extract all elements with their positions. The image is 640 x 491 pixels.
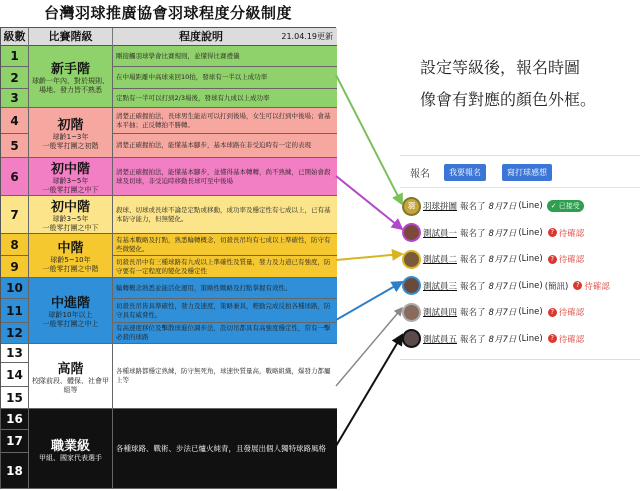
level-number-11: 11 [1,299,29,323]
arrow-blue [336,282,402,320]
level-number-12: 12 [1,323,29,344]
level-number-15: 15 [1,387,29,409]
level-description-3: 定點有一半可以打到2/3場後，發球有九成以上成功率 [113,89,337,108]
tier-8 [29,409,113,489]
registered-text: 報名了 [460,334,486,345]
level-number-2: 2 [1,67,29,89]
tier-subtitle: 甲組、國家代表選手 [39,453,102,462]
signup-button[interactable]: 我要報名 [444,164,486,181]
level-number-14: 14 [1,363,29,387]
registration-date: 8月7日 [488,202,517,212]
avatar[interactable]: 羽 [404,199,419,214]
registrant-row [404,302,640,322]
avatar[interactable] [404,225,419,240]
registration-channel: (Line) [518,307,543,317]
tier-1 [29,46,113,108]
header-update-date: 21.04.19更新 [281,32,333,41]
tier-subtitle: 球齡1~3年 一般零打團之初階 [42,133,99,150]
level-number-3: 3 [1,89,29,108]
level-number-7: 7 [1,196,29,234]
level-description-14: 各種球路、戰術、步法已爐火純青，且發展出個人獨特球路風格 [113,409,337,489]
pending-icon: ? [548,255,557,264]
pending-status: 待確認 [558,255,585,265]
level-number-4: 4 [1,108,29,134]
tier-subtitle: 球齡3~5年 一般零打團之中下 [42,177,99,194]
registration-channel: (Line) [518,201,543,211]
level-description-9: 切殺長吊中有三種球路有九成以上準確性及質量，發力及力道已有強度，防守要有一定程度的變化及穩定性 [113,256,337,278]
level-number-10: 10 [1,278,29,299]
pending-status: 待確認 [558,308,585,318]
tier-name: 新手階 [50,62,90,77]
registered-text: 報名了 [460,281,486,292]
tier-name: 中進階 [50,296,90,311]
tier-subtitle: 球齡一年內，對於規則、場地、發力皆不熟悉 [32,77,109,94]
pending-icon: ? [548,308,557,317]
table-header [1,28,337,46]
level-description-13: 各種球路都穩定熟練，防守無死角，球速快質量高，戰略組織，爆發力都屬上等 [113,344,337,409]
tier-subtitle: 球齡3~5年 一般零打團之中下 [42,215,99,232]
table-title: 台灣羽球推廣協會羽球程度分級制度 [43,4,292,22]
header-desc: 程度說明 [179,30,223,43]
accepted-badge: ✓ 已接受 [547,200,584,212]
registrant-name-link[interactable]: 測試員三 [423,281,458,292]
tier-name: 中階 [57,241,84,256]
level-number-8: 8 [1,234,29,256]
level-description-1: 剛接觸羽球學會比賽規則，並懂得比賽禮儀 [113,46,337,67]
avatar[interactable] [404,252,419,267]
tier-name: 初中階 [50,162,90,177]
registrant-row [404,329,640,349]
arrow-purple [336,176,402,229]
tier-5 [29,234,113,278]
header-level: 級數 [1,28,29,46]
tier-3 [29,158,113,196]
registration-date: 8月7日 [488,334,517,345]
pending-status: 待確認 [558,334,585,345]
level-description-5: 清楚正確握拍法，能懂基本腳步，基本球路在非受迫時有一定的表現 [113,134,337,158]
registrant-row [404,249,640,269]
registrant-name-link[interactable]: 測試員一 [423,228,458,239]
registrant-row [404,223,640,243]
registrant-name-link[interactable]: 測試員五 [423,334,458,345]
tier-subtitle: 校隊前段、體保、社會甲組等 [32,376,109,394]
panel-label: 報名 [410,169,430,180]
pending-icon: ? [548,228,557,237]
tier-4 [29,196,113,234]
tier-name: 高階 [57,361,84,377]
registered-text: 報名了 [460,255,486,265]
level-description-8: 有基本戰略及打點，熟悉輪轉概念，切殺長吊均有七成以上準確性，防守有些微變化。 [113,234,337,256]
tier-subtitle: 球齡5~10年 一般零打團之中階 [42,256,99,273]
registrant-name-link[interactable]: 測試員四 [423,308,458,318]
registration-note: (簡訊) [544,281,569,292]
registered-text: 報名了 [460,228,486,239]
tier-2 [29,108,113,158]
level-number-5: 5 [1,134,29,158]
registrant-name-link[interactable]: 測試員二 [423,255,458,265]
registrant-row [404,196,640,216]
annotation-line-1: 設定等級後，報名時圖 [420,58,581,77]
registration-date: 8月7日 [488,228,517,239]
level-number-18: 18 [1,453,29,489]
registration-date: 8月7日 [488,308,517,318]
level-description-4: 清楚正確握拍法，長球男生能站可以打到後場，女生可以打到中後場；會基本平抽；正反轉拍不勝轉。 [113,108,337,134]
registrant-row [404,276,640,296]
tier-subtitle: 球齡10年以上 一般零打團之中上 [42,311,99,328]
pending-status: 待確認 [584,281,610,292]
level-number-16: 16 [1,409,29,430]
pending-icon: ? [548,334,557,343]
registrant-name-link[interactable]: 羽球拼圖 [423,202,458,212]
avatar[interactable] [404,305,419,320]
level-description-2: 在中場距離中高球來回10拍，發球有一半以上成功率 [113,67,337,89]
tier-name: 初階 [57,118,84,133]
level-description-6: 清楚正確握拍法，能懂基本腳步，並懂得基本轉轉，尚不熟練，已開始會殺球及切球，非受迫時移動長球可至中後場 [113,158,337,196]
arrow-white [336,308,402,386]
avatar[interactable] [404,331,419,346]
registration-panel [400,155,640,360]
header-tier: 比賽階級 [29,28,113,46]
level-number-6: 6 [1,158,29,196]
registration-channel: (Line) [518,227,543,238]
level-description-12: 有高速度移位及擊散球進位調步法，設切吊都具有高強度穩定性，常有一擊必殺的球路 [113,323,337,344]
panel-header [400,156,640,188]
pending-icon: ? [573,281,582,290]
registered-text: 報名了 [460,202,486,212]
arrow-black [336,335,402,446]
arrow-yellow [336,254,402,260]
avatar[interactable] [404,278,419,293]
write-feedback-button[interactable]: 寫打球感想 [502,164,552,181]
annotation-line-2: 像會有對應的顏色外框。 [420,90,597,109]
registration-channel: (Line) [518,280,543,291]
annotation-text [420,52,640,116]
tier-name: 職業級 [50,438,90,454]
level-number-9: 9 [1,256,29,278]
registration-date: 8月7日 [488,281,517,292]
registration-date: 8月7日 [488,255,517,265]
level-description-11: 切殺長吊皆具準確性，發力及速度，策略兼具，輕動完成反拍各種球路，防守具有威脅性。 [113,299,337,323]
tier-7 [29,344,113,409]
level-table [0,27,336,489]
registration-channel: (Line) [518,254,543,264]
pending-status: 待確認 [558,228,585,239]
registered-text: 報名了 [460,308,486,318]
level-description-10: 輪轉概念熟悉並能活化運用，策略性戰略及打點掌握有效性。 [113,278,337,299]
tier-6 [29,278,113,344]
tier-name: 初中階 [50,200,90,215]
level-number-17: 17 [1,430,29,453]
arrow-green [336,75,402,204]
registration-channel: (Line) [518,333,543,344]
level-number-1: 1 [1,46,29,67]
level-number-13: 13 [1,344,29,363]
level-description-7: 殺球、切球或長球不論是定點或移動，成功率及穩定性有七成以上，已有基本防守能力，但無變化。 [113,196,337,234]
